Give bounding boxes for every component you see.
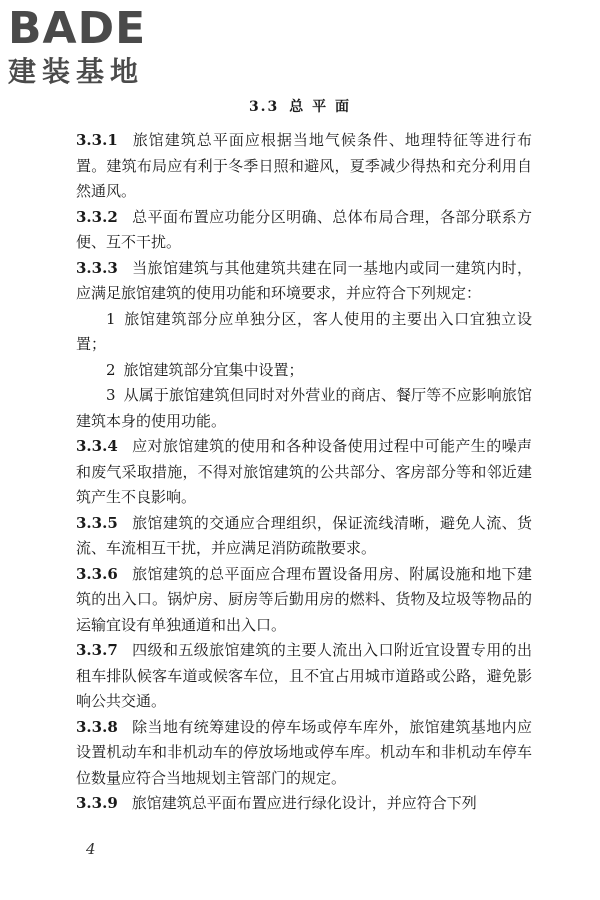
clause-3-3-3 xyxy=(76,256,532,307)
clause-text: 四级和五级旅馆建筑的主要人流出入口附近宜设置专用的出租车排队候客车道或候客车位，且不宜占用城市道路或公路，避免影响公共交通。 xyxy=(76,641,532,710)
clause-number: 3.3.3 xyxy=(76,258,118,277)
list-item-2 xyxy=(76,358,532,384)
item-number: 1 xyxy=(106,309,116,328)
clause-text: 当旅馆建筑与其他建筑共建在同一基地内或同一建筑内时，应满足旅馆建筑的使用功能和环境要求，并应符合下列规定： xyxy=(76,258,532,302)
clause-number: 3.3.6 xyxy=(76,564,118,583)
document-body xyxy=(76,128,532,817)
item-text: 旅馆建筑部分应单独分区，客人使用的主要出入口宜独立设置； xyxy=(76,309,532,353)
logo-subtitle: 建装基地 xyxy=(8,55,145,88)
clause-3-3-7 xyxy=(76,638,532,715)
clause-number: 3.3.9 xyxy=(76,794,118,812)
page-number: 4 xyxy=(86,840,96,858)
clause-text: 旅馆建筑的交通应合理组织，保证流线清晰，避免人流、货流、车流相互干扰，并应满足消防疏散要求。 xyxy=(76,513,532,557)
clause-text: 应对旅馆建筑的使用和各种设备使用过程中可能产生的噪声和废气采取措施，不得对旅馆建筑的公共部分、客房部分等和邻近建筑产生不良影响。 xyxy=(76,437,532,506)
logo-wordmark: BADE xyxy=(8,3,147,54)
section-title: 总 平 面 xyxy=(289,99,352,115)
clause-3-3-4 xyxy=(76,434,532,511)
clause-text: 旅馆建筑总平面布置应进行绿化设计，并应符合下列 xyxy=(131,794,477,812)
clause-3-3-2 xyxy=(76,205,532,256)
clause-text: 旅馆建筑的总平面应合理布置设备用房、附属设施和地下建筑的出入口。锅炉房、厨房等后勤用房的燃料、货物及垃圾等物品的运输宜设有单独通道和出入口。 xyxy=(76,564,532,634)
clause-text: 旅馆建筑总平面应根据当地气候条件、地理特征等进行布置。建筑布局应有利于冬季日照和避风，夏季减少得热和充分利用自然通风。 xyxy=(76,131,532,200)
list-item-3 xyxy=(76,383,532,434)
clause-3-3-1 xyxy=(76,128,532,205)
clause-3-3-8 xyxy=(76,715,532,792)
brand-logo xyxy=(8,3,178,88)
clause-3-3-9 xyxy=(76,791,532,817)
clause-number: 3.3.5 xyxy=(76,513,118,532)
clause-text: 除当地有统筹建设的停车场或停车库外，旅馆建筑基地内应设置机动车和非机动车的停放场地或停车库。机动车和非机动车停车位数量应符合当地规划主管部门的规定。 xyxy=(76,717,532,787)
item-number: 3 xyxy=(106,386,116,404)
section-heading xyxy=(0,96,600,116)
clause-number: 3.3.1 xyxy=(76,131,118,149)
item-number: 2 xyxy=(106,360,116,379)
clause-number: 3.3.7 xyxy=(76,641,118,659)
clause-3-3-6 xyxy=(76,562,532,639)
list-item-1 xyxy=(76,307,532,358)
item-text: 从属于旅馆建筑但同时对外营业的商店、餐厅等不应影响旅馆建筑本身的使用功能。 xyxy=(76,386,532,430)
clause-number: 3.3.4 xyxy=(76,437,118,455)
clause-number: 3.3.8 xyxy=(76,717,118,736)
item-text: 旅馆建筑部分宜集中设置； xyxy=(123,360,304,379)
clause-text: 总平面布置应功能分区明确、总体布局合理，各部分联系方便、互不干扰。 xyxy=(76,207,532,251)
clause-number: 3.3.2 xyxy=(76,207,118,226)
clause-3-3-5 xyxy=(76,511,532,562)
section-number: 3.3 xyxy=(248,99,280,115)
